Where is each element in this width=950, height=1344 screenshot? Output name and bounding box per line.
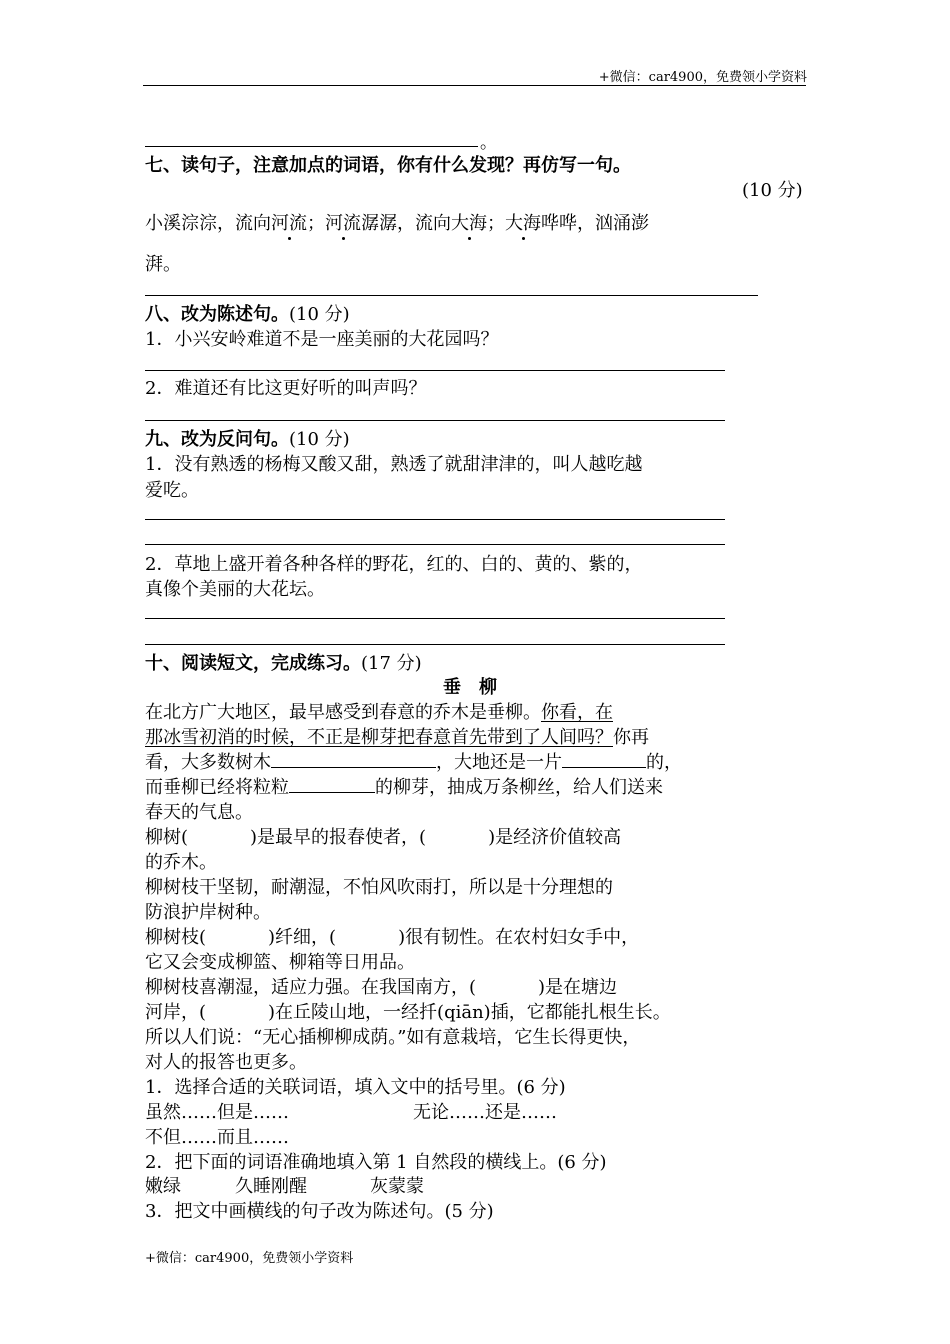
answer-line [145, 544, 725, 545]
q9-item-1-line2: 爱吃。 [145, 480, 199, 501]
passage-line [145, 748, 682, 774]
fill-blank[interactable] [271, 751, 436, 768]
answer-line-end: 。 [480, 133, 497, 153]
passage-text: )是在塘边 [538, 977, 618, 998]
passage-line: 的乔木。 [145, 852, 217, 873]
header-rule [143, 85, 806, 86]
answer-line [145, 644, 725, 645]
dotted-word: 河流 [325, 209, 361, 235]
passage-title: 垂 柳 [443, 677, 497, 698]
passage-line: 对人的报答也更多。 [145, 1052, 307, 1073]
q9-title: 九、改为反问句。 [145, 429, 289, 450]
q10-title-row [145, 649, 422, 675]
q9-item-2-line2: 真像个美丽的大花坛。 [145, 579, 325, 600]
passage-text: 你再 [613, 727, 649, 748]
answer-line [145, 420, 725, 421]
word-2: 久睡刚醒 [235, 1176, 307, 1197]
q7-sentence-line1 [145, 209, 649, 235]
passage-text: 看，大多数树木 [145, 752, 271, 773]
passage-text: 的， [646, 752, 682, 773]
q9-title-row [145, 425, 350, 451]
exercise-3: 3．把文中画横线的句子改为陈述句。(5 分) [145, 1201, 494, 1222]
passage-line: 防浪护岸树种。 [145, 902, 271, 923]
q7-sentence-line2: 湃。 [145, 254, 181, 275]
passage-text: ，大地还是一片 [436, 752, 562, 773]
passage-text: 在北方广大地区，最早感受到春意的乔木是垂柳。 [145, 702, 541, 723]
q8-item-2: 2．难道还有比这更好听的叫声吗？ [145, 378, 427, 399]
answer-line [145, 370, 725, 371]
passage-line: 它又会变成柳篮、柳箱等日用品。 [145, 952, 415, 973]
q10-title: 十、阅读短文，完成练习。 [145, 653, 361, 674]
passage-line [145, 823, 621, 849]
q7-text: ； [307, 213, 325, 234]
passage-text: )是最早的报春使者，( [250, 827, 427, 848]
passage-line: 春天的气息。 [145, 802, 253, 823]
passage-text: 的柳芽，抽成万条柳丝，给人们送来 [375, 777, 663, 798]
q7-text: ； [487, 213, 505, 234]
option-1: 虽然……但是…… [145, 1102, 289, 1123]
option-2: 无论……还是…… [413, 1102, 557, 1123]
q7-text: 小溪淙淙，流向 [145, 213, 271, 234]
page-header: +微信：car4900，免费领小学资料 [598, 70, 807, 85]
dotted-word: 大海 [451, 209, 487, 235]
passage-text: 而垂柳已经将粒粒 [145, 777, 289, 798]
passage-line [145, 923, 639, 949]
q7-text: 潺潺，流向 [361, 213, 451, 234]
passage-text: 柳树枝喜潮湿，适应力强。在我国南方，( [145, 977, 477, 998]
exercise-2: 2．把下面的词语准确地填入第 1 自然段的横线上。(6 分) [145, 1152, 607, 1173]
dotted-word: 河流 [271, 209, 307, 235]
passage-line [145, 998, 671, 1024]
page-footer: +微信：car4900，免费领小学资料 [145, 1251, 354, 1266]
q9-item-2-line1: 2．草地上盛开着各种各样的野花，红的、白的、黄的、紫的， [145, 554, 643, 575]
q9-score: (10 分) [289, 429, 350, 450]
passage-text: )很有韧性。在农村妇女手中， [398, 927, 640, 948]
passage-text: )在丘陵山地，一经扦(qiān)插，它都能扎根生长。 [268, 1002, 671, 1023]
passage-text: )纤细，( [268, 927, 337, 948]
passage-line: 所以人们说：“无心插柳柳成荫。”如有意栽培，它生长得更快， [145, 1027, 641, 1048]
answer-line [145, 295, 758, 296]
q7-title: 七、读句子，注意加点的词语，你有什么发现？再仿写一句。 [145, 155, 631, 176]
passage-text: 河岸，( [145, 1002, 207, 1023]
passage-text: 柳树( [145, 827, 189, 848]
fill-blank[interactable] [289, 776, 375, 793]
q8-item-1: 1．小兴安岭难道不是一座美丽的大花园吗？ [145, 329, 499, 350]
passage-text: 柳树枝( [145, 927, 207, 948]
q8-title: 八、改为陈述句。 [145, 304, 289, 325]
underlined-sentence: 你看，在 [541, 702, 613, 723]
answer-line [145, 146, 478, 147]
exercise-1: 1．选择合适的关联词语，填入文中的括号里。(6 分) [145, 1077, 566, 1098]
word-3: 灰蒙蒙 [370, 1176, 424, 1197]
q8-title-row [145, 300, 350, 326]
underlined-sentence: 那冰雪初消的时候，不正是柳芽把春意首先带到了人间吗？ [145, 727, 613, 748]
q7-score: (10 分) [742, 180, 803, 201]
passage-line [145, 773, 663, 799]
answer-line [145, 519, 725, 520]
q9-item-1-line1: 1．没有熟透的杨梅又酸又甜，熟透了就甜津津的，叫人越吃越 [145, 454, 643, 475]
passage-line [145, 973, 617, 999]
answer-line [145, 618, 725, 619]
fill-blank[interactable] [562, 751, 646, 768]
q7-text: 哗哗，汹涌澎 [541, 213, 649, 234]
passage-line [145, 723, 649, 749]
dotted-word: 大海 [505, 209, 541, 235]
passage-text: )是经济价值较高 [488, 827, 622, 848]
q8-score: (10 分) [289, 304, 350, 325]
option-3: 不但……而且…… [145, 1127, 289, 1148]
passage-line [145, 698, 613, 724]
q10-score: (17 分) [361, 653, 422, 674]
passage-line: 柳树枝干坚韧，耐潮湿，不怕风吹雨打，所以是十分理想的 [145, 877, 613, 898]
word-1: 嫩绿 [145, 1176, 181, 1197]
